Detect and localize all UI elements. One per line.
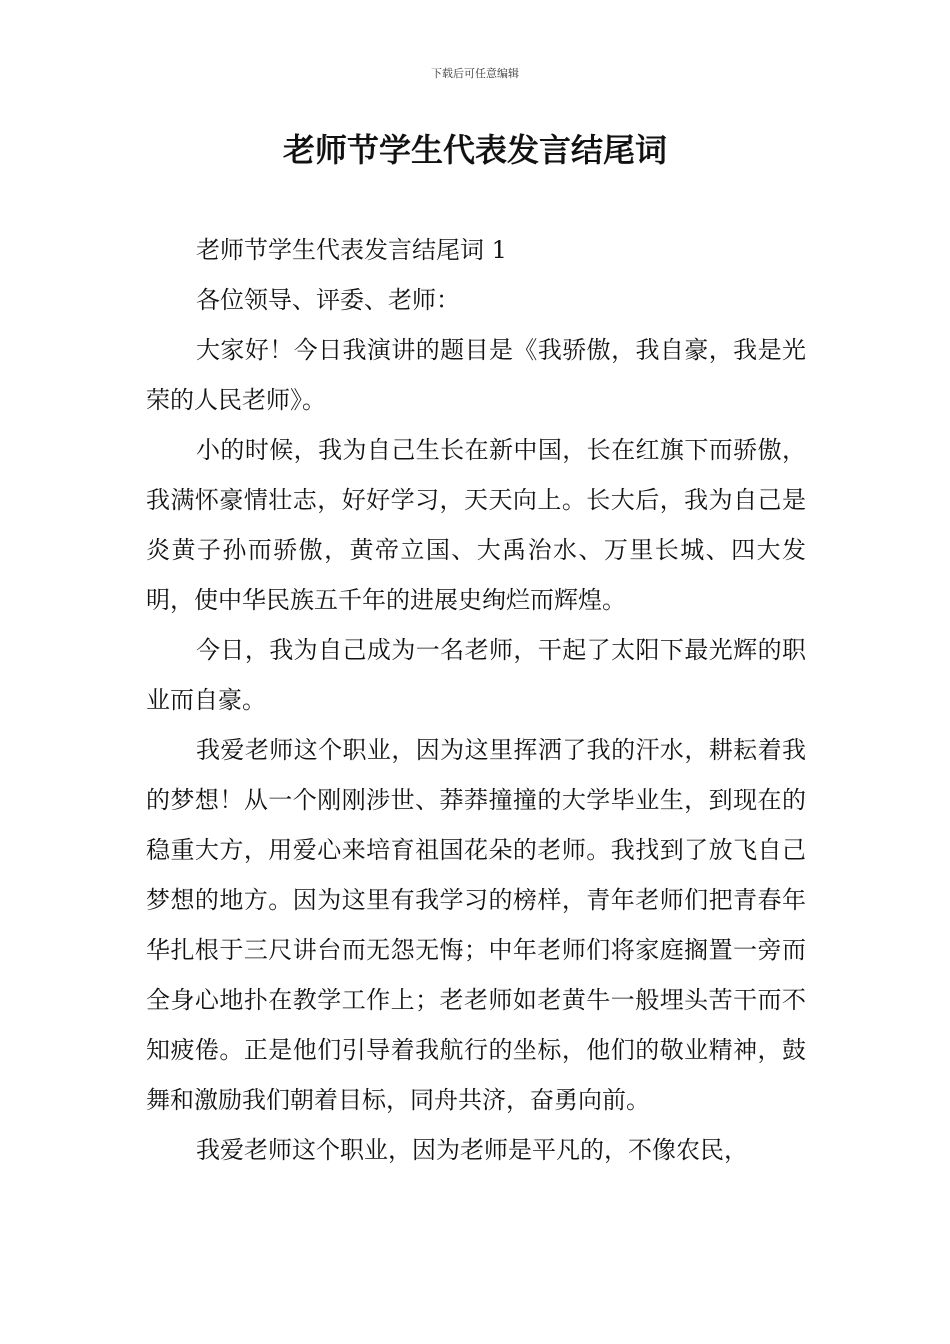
paragraph: 小的时候，我为自己生长在新中国，长在红旗下而骄傲，我满怀豪情壮志，好好学习，天天向上。长大后，我为自己是炎黄子孙而骄傲，黄帝立国、大禹治水、万里长城、四大发明，使中华民族五千年的进展史绚烂而辉煌。 — [146, 436, 806, 614]
paragraph: 今日，我为自己成为一名老师，干起了太阳下最光辉的职业而自豪。 — [146, 636, 806, 714]
paragraph: 我爱老师这个职业，因为老师是平凡的，不像农民， — [196, 1136, 748, 1164]
paragraph-salutation: 各位领导、评委、老师： — [196, 286, 460, 314]
header-note: 下载后可任意编辑 — [431, 67, 519, 80]
paragraph-subtitle: 老师节学生代表发言结尾词 1 — [196, 236, 507, 264]
document-title: 老师节学生代表发言结尾词 — [282, 131, 667, 169]
paragraph: 我爱老师这个职业，因为这里挥洒了我的汗水，耕耘着我的梦想！从一个刚刚涉世、莽莽撞撞的大学毕业生，到现在的稳重大方，用爱心来培育祖国花朵的老师。我找到了放飞自己梦想的地方。因为这里有我学习的榜样，青年老师们把青春年华扎根于三尺讲台而无怨无悔；中年老师们将家庭搁置一旁而全身心地扑在教学工作上；老老师如老黄牛一般埋头苦干而不知疲倦。正是他们引导着我航行的坐标，他们的敬业精神，鼓舞和激励我们朝着目标，同舟共济，奋勇向前。 — [146, 736, 806, 1114]
document-body — [146, 225, 806, 1175]
paragraph: 大家好！今日我演讲的题目是《我骄傲，我自豪，我是光荣的人民老师》。 — [146, 336, 806, 414]
